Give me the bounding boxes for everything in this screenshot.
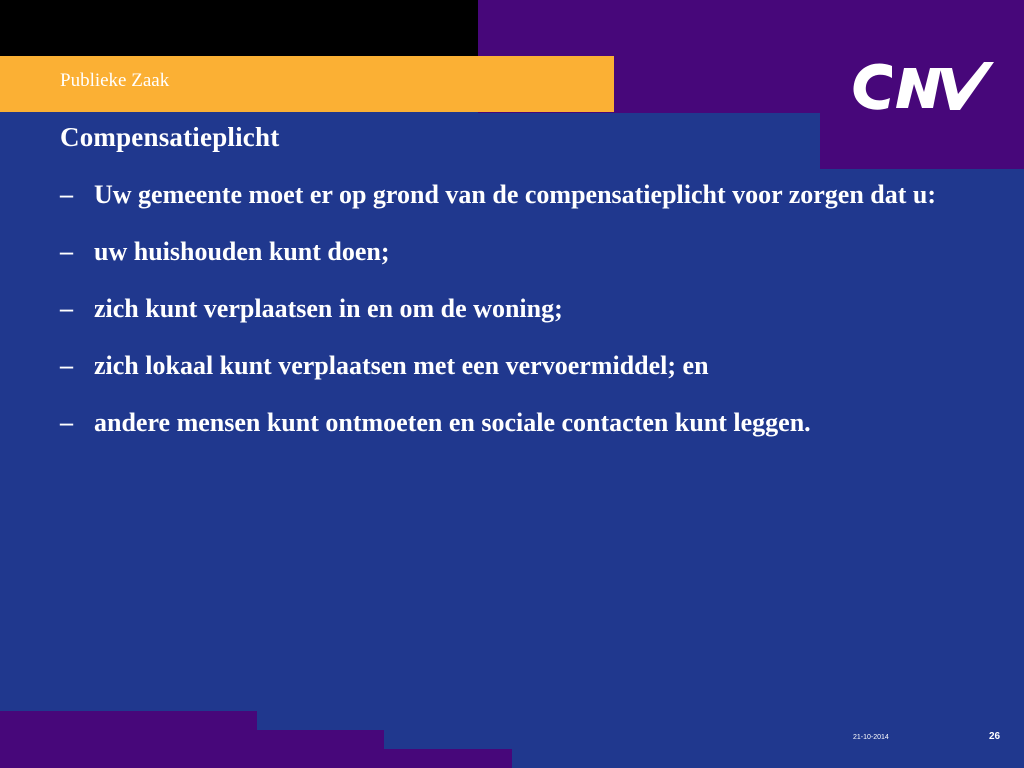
bullet-text: zich kunt verplaatsen in en om de woning; [94,294,563,323]
section-label: Publieke Zaak [60,70,170,91]
logo-purple-block [820,113,1024,169]
bullet-dash: – [60,408,73,437]
footer-date: 21-10-2014 [853,734,889,741]
cnv-logo [848,56,998,118]
header-black-bar [0,0,478,56]
bullet-item [60,398,940,447]
bullet-dash: – [60,351,73,380]
bullet-dash: – [60,237,73,266]
bullet-item [60,284,940,333]
footer-purple-block [384,749,512,768]
bullet-dash: – [60,180,73,209]
bullet-dash: – [60,294,73,323]
bullet-text: andere mensen kunt ontmoeten en sociale contacten kunt leggen. [94,408,811,437]
bullet-item [60,170,940,219]
bullet-item [60,227,940,276]
bullet-list [60,170,940,455]
bullet-text: Uw gemeente moet er op grond van de compensatieplicht voor zorgen dat u: [94,180,937,209]
footer-purple-block [0,711,257,768]
bullet-item [60,341,940,390]
footer-purple-block [257,730,384,768]
bullet-text: uw huishouden kunt doen; [94,237,390,266]
page-number: 26 [989,731,1001,742]
slide-title: Compensatieplicht [60,122,280,152]
bullet-text: zich lokaal kunt verplaatsen met een vervoermiddel; en [94,351,709,380]
